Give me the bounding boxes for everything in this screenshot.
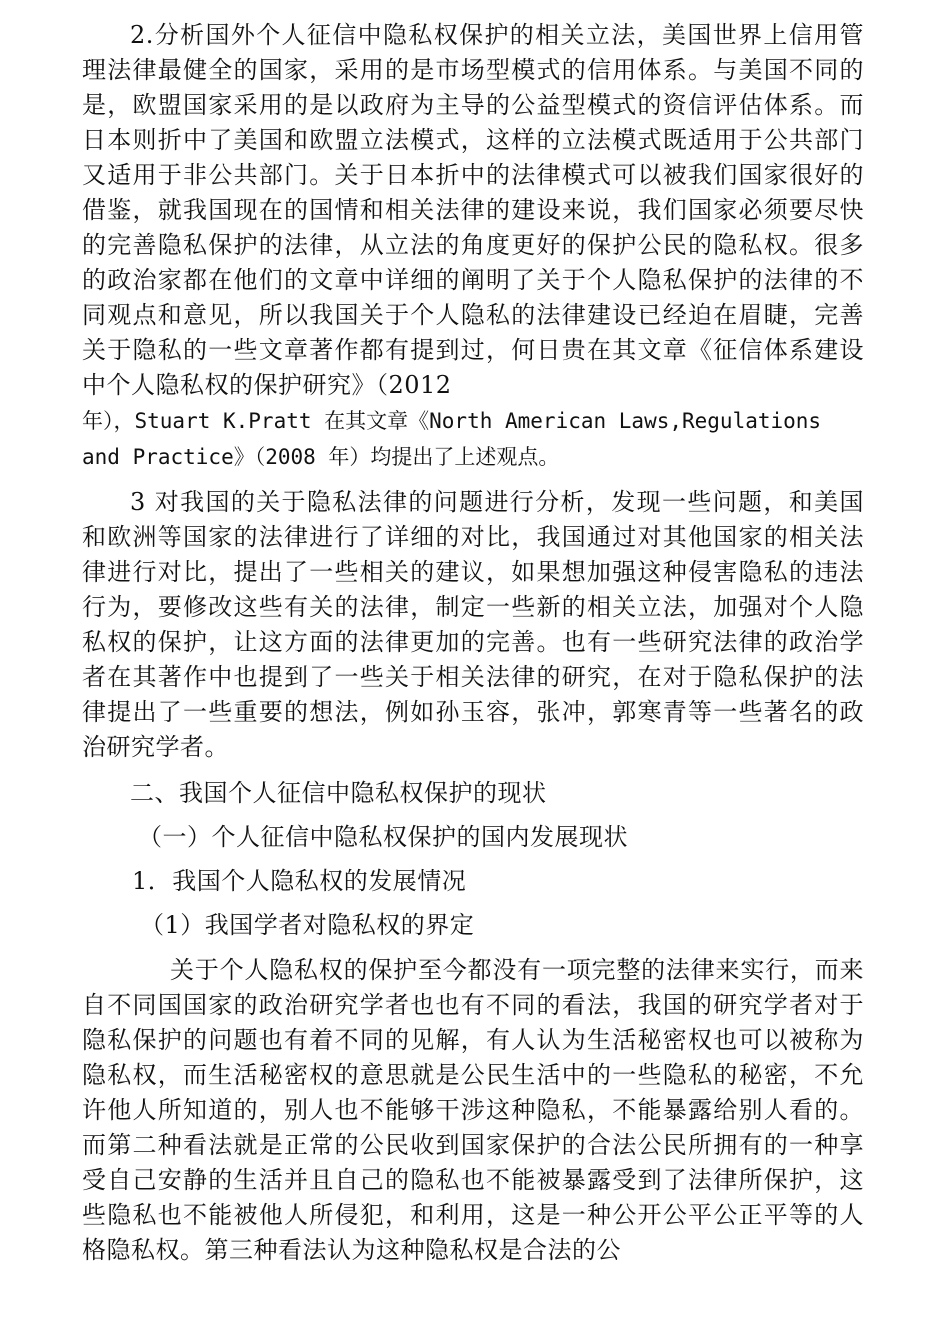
paragraph-privacy-definition: 关于个人隐私权的保护至今都没有一项完整的法律来实行，而来自不同国国家的政治研究学者也也有不同的看法，我国的研究学者对于隐私保护的问题也有着不同的见解，有人认为生活秘密权也可以被称为隐私权，而生活秘密权的意思就是公民生活中的一些隐私的秘密，不允许他人所知道的，别人也不能够干涉这种隐私，不能暴露给别人看的。而第二种看法就是正常的公民收到国家保护的合法公民所拥有的一种享受自己安静的生活并且自己的隐私也不能被暴露受到了法律所保护，这些隐私也不能被他人所侵犯，和利用，这是一种公开公平公正平等的人格隐私权。第三种看法认为这种隐私权是合法的公 bbox=[82, 956, 864, 1264]
citation-text-2: and Practice》（2008 年）均提出了上述观点。 bbox=[82, 445, 560, 469]
subsubsection-heading: 1．我国个人隐私权的发展情况 bbox=[132, 867, 467, 895]
citation-text-1: 年），Stuart K.Pratt 在其文章《North American Laws,Regulations bbox=[82, 409, 822, 433]
paragraph-citation-line-2 bbox=[82, 439, 864, 475]
section-heading: 二、我国个人征信中隐私权保护的现状 bbox=[130, 779, 547, 807]
paragraph-domestic-analysis: 3 对我国的关于隐私法律的问题进行分析，发现一些问题，和美国和欧洲等国家的法律进行了详细的对比，我国通过对其他国家的相关法律进行对比，提出了一些相关的建议，如果想加强这种侵害隐私的违法行为，要修改这些有关的法律，制定一些新的相关立法，加强对个人隐私权的保护，让这方面的法律更加的完善。也有一些研究法律的政治学者在其著作中也提到了一些关于相关法律的研究，在对于隐私保护的法律提出了一些重要的想法，例如孙玉容，张冲，郭寒青等一些著名的政治研究学者。 bbox=[82, 488, 864, 761]
paragraph-foreign-legislation: 2.分析国外个人征信中隐私权保护的相关立法，美国世界上信用管理法律最健全的国家，采用的是市场型模式的信用体系。与美国不同的是，欧盟国家采用的是以政府为主导的公益型模式的资信评估体系。而日本则折中了美国和欧盟立法模式，这样的立法模式既适用于公共部门又适用于非公共部门。关于日本折中的法律模式可以被我们国家很好的借鉴，就我国现在的国情和相关法律的建设来说，我们国家必须要尽快的完善隐私保护的法律，从立法的角度更好的保护公民的隐私权。很多的政治家都在他们的文章中详细的阐明了关于个人隐私保护的法律的不同观点和意见，所以我国关于个人隐私的法律建设已经迫在眉睫，完善关于隐私的一些文章著作都有提到过，何日贵在其文章《征信体系建设中个人隐私权的保护研究》（2012 bbox=[82, 21, 864, 399]
item-heading: （1）我国学者对隐私权的界定 bbox=[140, 911, 475, 939]
document-page bbox=[82, 18, 864, 1268]
subsection-heading: （一）个人征信中隐私权保护的国内发展现状 bbox=[138, 823, 628, 851]
paragraph-citation-line-1 bbox=[82, 403, 864, 439]
